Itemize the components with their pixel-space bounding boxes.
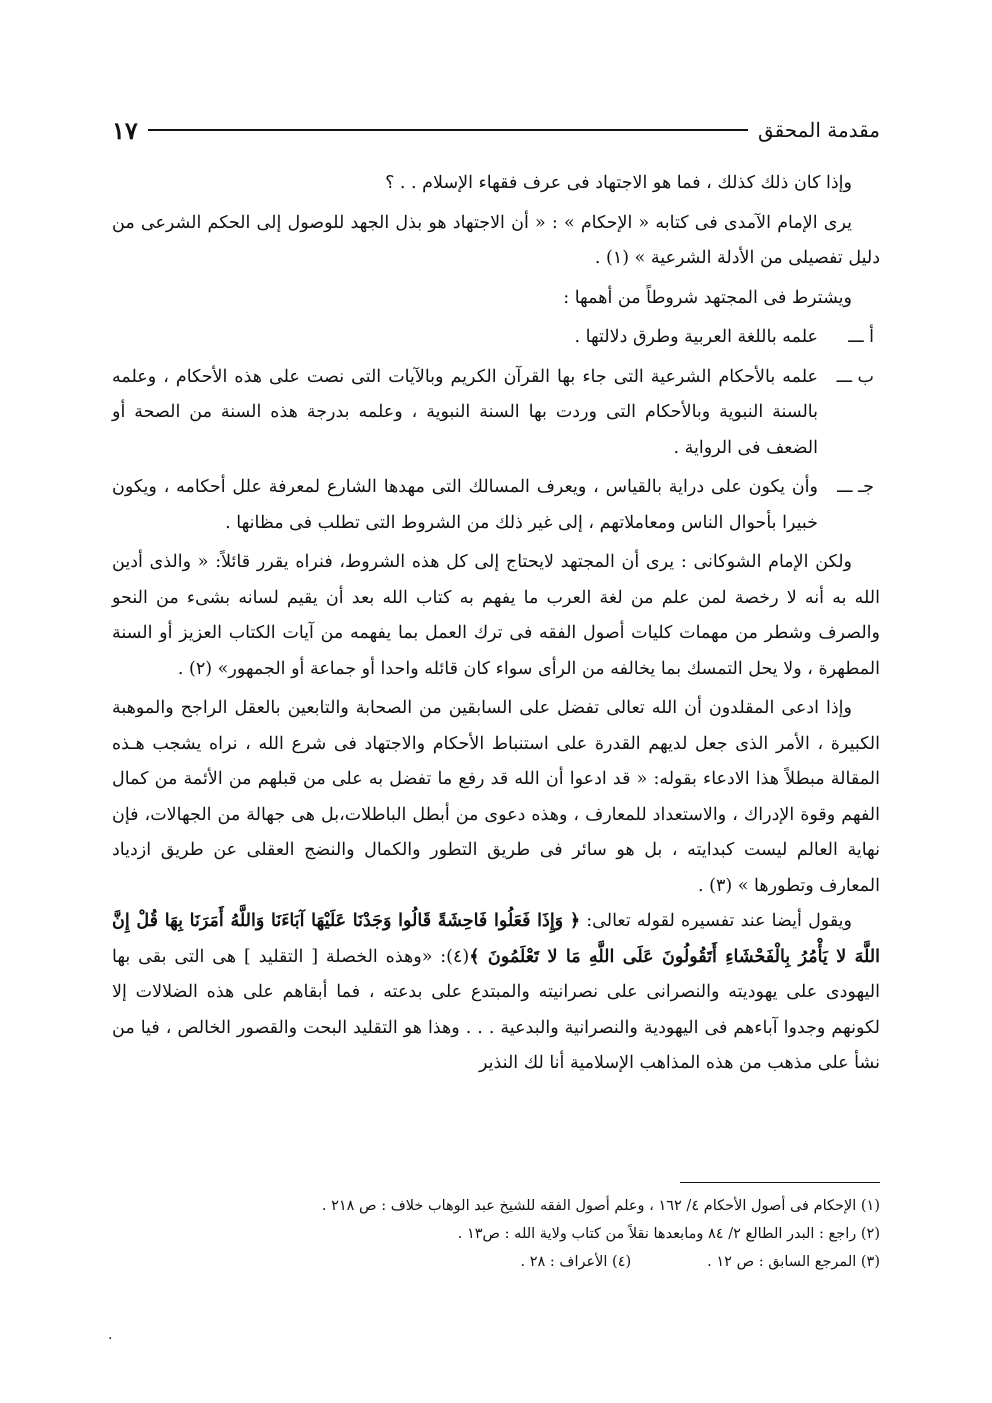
footnote-rule [680, 1182, 880, 1183]
list-item-text: علمه بالأحكام الشرعية التى جاء بها القرآن الكريم وبالآيات التى نصت على هذه الأحكام ، وعلمه بالسنة النبوية وبالأحكام التى وردت بها السنة النبوية ، وعلمه بدرجة هذه السنة من الصحة أو الضعف فى الرواية . [112, 366, 818, 458]
paragraph-4: ولكن الإمام الشوكانى : يرى أن المجتهد لايحتاج إلى كل هذه الشروط، فنراه يقرر قائلاً: « والذى أدين الله به أنه لا رخصة لمن علم من لغة العرب ما يفهم به كتاب الله بعد أن يقيم لسانه بشىء من النحو والصرف وشطر من مهمات كليات أصول الفقه فى ترك العمل بما يفهمه من آيات الكتاب العزيز أو السنة المطهرة ، ولا يحل التمسك بما يخالفه من الرأى سواء كان قائله واحدا أو جماعة أو الجمهور» (٢) . [112, 552, 880, 679]
footnote-2: (٢) راجع : البدر الطالع ٢/ ٨٤ ومابعدها نقلاً من كتاب ولاية الله : ص١٣ . [457, 1226, 880, 1242]
page-mark: . [108, 1327, 113, 1343]
quran-verse: ﴿ وَإِذَا فَعَلُوا فَاحِشَةً قَالُوا وَجَدْنَا عَلَيْهَا آبَاءَنَا وَاللَّهُ أَمَرَنَا بِهَا قُلْ إِنَّ اللَّهَ لا يَأْمُرُ بِالْفَحْشَاءِ أَتَقُولُونَ عَلَى اللَّهِ مَا لا تَعْلَمُونَ ﴾ [112, 911, 880, 967]
chapter-title: مقدمة المحقق [757, 118, 880, 142]
paragraph-1: وإذا كان ذلك كذلك ، فما هو الاجتهاد فى عرف فقهاء الإسلام . . ؟ [385, 173, 852, 193]
paragraph-5: وإذا ادعى المقلدون أن الله تعالى تفضل على السابقين من الصحابة والتابعين بالعقل الراجح والموهبة الكبيرة ، الأمر الذى جعل لديهم القدرة على استنباط الأحكام والاجتهاد فى شرع الله ، نراه يشجب هـذه المقالة مبطلاً هذا الادعاء بقوله: « قد ادعوا أن الله قد رفع ما تفضل به على من قبلهم من الأئمة من كمال الفهم وقوة الإدراك ، والاستعداد للمعارف ، وهذه دعوى من أبطل الباطلات،بل هى جهالة من الجهالات، فإن نهاية العالم ليست كبدايته ، بل هو سائر فى طريق التطور والكمال والنضج العقلى عن طريق ازدياد المعارف وتطورها » (٣) . [112, 698, 880, 896]
footnote-3: (٣) المرجع السابق : ص ١٢ . [707, 1254, 880, 1270]
footnote-4: (٤) الأعراف : ٢٨ . [520, 1254, 632, 1270]
list-item-b [112, 360, 880, 467]
list-item-text: وأن يكون على دراية بالقياس ، ويعرف المسالك التى مهدها الشارع لمعرفة علل أحكامه ، ويكون خبيرا بأحوال الناس ومعاملاتهم ، إلى غير ذلك من الشروط التى تطلب فى مظانها . [112, 477, 818, 533]
paragraph-3: ويشترط فى المجتهد شروطاً من أهمها : [563, 287, 852, 308]
list-item-label: ب ـــ [836, 366, 874, 387]
header-rule [148, 129, 748, 131]
list-item-a [112, 320, 880, 356]
list-item-label: جـ ـــ [837, 477, 874, 497]
footnote-row-3 [112, 1248, 880, 1276]
main-text [112, 166, 880, 1082]
paragraph-6-intro: ويقول أيضا عند تفسيره لقوله تعالى: [580, 911, 852, 931]
paragraph-2: يرى الإمام الآمدى فى كتابه « الإحكام » : « أن الاجتهاد هو بذل الجهد للوصول إلى الحكم الشرعى من دليل تفصيلى من الأدلة الشرعية » (١) . [112, 212, 880, 268]
list-item-c [112, 470, 880, 541]
running-header [112, 112, 880, 148]
list-item-text: علمه باللغة العربية وطرق دلالتها . [574, 327, 818, 347]
paragraph-6 [112, 904, 880, 1082]
footnotes [112, 1192, 880, 1276]
paragraph-6-rest: (٤): «وهذه الخصلة [ التقليد ] هى التى بقى بها اليهودى على يهوديته والنصرانى على نصرانيته والمبتدع على بدعته ، فما أبقاهم على هذه الضلالات إلا لكونهم وجدوا آباءهم فى اليهودية والنصرانية والبدعية . . . وهذا هو التقليد البحت والقصور الخالص ، فيا من نشأ على مذهب من هذه المذاهب الإسلامية أنا لك النذير [112, 946, 880, 1073]
footnote-1: (١) الإحكام فى أصول الأحكام ٤/ ١٦٢ ، وعلم أصول الفقه للشيخ عبد الوهاب خلاف : ص ٢١٨ . [321, 1198, 880, 1214]
list-item-label: أ ـــ [848, 327, 874, 347]
page-number: ١٧ [112, 115, 138, 145]
